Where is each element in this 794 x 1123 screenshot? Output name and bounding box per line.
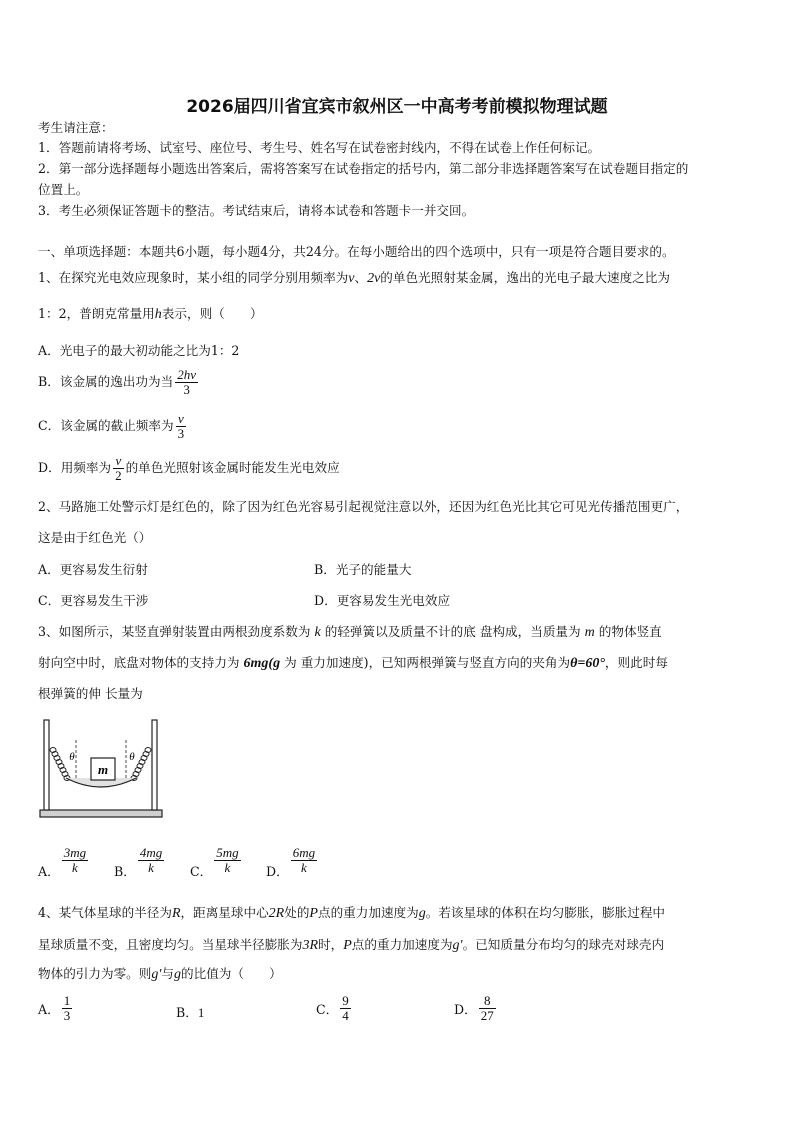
q3-stem-line1: 3、如图所示，某竖直弹射装置由两根劲度系数为 k 的轻弹簧以及质量不计的底 盘构成，当质量为 m 的物体竖直 <box>38 624 662 640</box>
left-post <box>44 720 49 810</box>
q1-option-d: D．用频率为 $\frac{\nu}{2}$ 的单色光照射该金属时能发生光电效应 <box>38 453 340 483</box>
theta-left-label: θ <box>69 751 75 763</box>
notice-item-2: 2．第一部分选择题每小题选出答案后，需将答案写在试卷指定的括号内，第二部分非选择题答案写在试卷题目指定的 <box>38 161 689 176</box>
q2-option-d: D．更容易发生光电效应 <box>314 593 451 608</box>
q4-stem-line1: 4、某气体星球的半径为R，距离星球中心2R处的P点的重力加速度为g。若该星球的体积在均匀膨胀，膨胀过程中 <box>38 905 666 921</box>
q4-option-b: B．1 <box>176 1005 205 1020</box>
section-heading: 一、单项选择题：本题共6小题，每小题4分，共24分。在每小题给出的四个选项中，只有一项是符合题目要求的。 <box>38 244 675 259</box>
right-post <box>152 720 157 810</box>
q2-stem-line1: 2、马路施工处警示灯是红色的，除了因为红色光容易引起视觉注意以外，还因为红色光比其它可见光传播范围更广， <box>38 499 689 514</box>
notice-item-2-cont: 位置上。 <box>38 182 89 197</box>
q3-option-c: C． $\frac{5mg}{k}$ <box>190 845 239 879</box>
theta-right-label: θ <box>129 751 135 763</box>
q3-option-a: A． $\frac{3mg}{k}$ <box>38 845 87 879</box>
q2-option-c: C．更容易发生干涉 <box>38 593 149 608</box>
q3-stem-line2: 射向空中时，底盘对物体的支持力为 6mg(g 为 重力加速度)，已知两根弹簧与竖直方向的夹角为θ=60°，则此时每 <box>38 655 668 671</box>
page-title: 2026届四川省宜宾市叙州区一中高考考前模拟物理试题 <box>186 97 608 117</box>
left-spring <box>50 748 70 781</box>
q3-option-d: D． $\frac{6mg}{k}$ <box>266 845 316 879</box>
q3-option-b: B． $\frac{4mg}{k}$ <box>114 845 163 879</box>
q1-option-b: B．该金属的逸出功为当 $\frac{2h\nu}{3}$ <box>38 367 196 397</box>
notice-item-1: 1．答题前请将考场、试室号、座位号、考生号、姓名写在试卷密封线内，不得在试卷上作任何标记。 <box>38 140 601 155</box>
q4-stem-line3: 物体的引力为零。则g′与g的比值为（ ） <box>38 966 282 982</box>
q4-option-a: A． $\frac{1}{3}$ <box>38 993 71 1023</box>
base-plate <box>40 810 162 817</box>
q2-stem-line2: 这是由于红色光（） <box>38 530 152 545</box>
q1-option-c: C．该金属的截止频率为 $\frac{\nu}{3}$ <box>38 411 185 441</box>
q1-option-a: A．光电子的最大初动能之比为1：2 <box>38 343 240 358</box>
spring-launcher-figure <box>36 716 166 828</box>
notice-item-3: 3．考生必须保证答题卡的整洁。考试结束后，请将本试卷和答题卡一并交回。 <box>38 203 475 218</box>
notice-heading: 考生请注意： <box>38 120 114 135</box>
q4-stem-line2: 星球质量不变，且密度均匀。当星球半径膨胀为3R时，P点的重力加速度为g′。已知质量分布均匀的球壳对球壳内 <box>38 937 665 953</box>
q3-stem-line3: 根弹簧的伸 长量为 <box>38 686 143 701</box>
q1-stem-line2: 1：2，普朗克常量用h表示，则（ ） <box>38 306 263 322</box>
q1-stem-line1: 1、在探究光电效应现象时，某小组的同学分别用频率为ν、2ν的单色光照射某金属，逸出的光电子最大速度之比为 <box>38 270 670 286</box>
mass-label: m <box>97 762 109 777</box>
q2-option-a: A．更容易发生衍射 <box>38 562 148 577</box>
q4-option-d: D． $\frac{8}{27}$ <box>454 993 494 1023</box>
q4-option-c: C． $\frac{9}{4}$ <box>316 993 349 1023</box>
q2-option-b: B．光子的能量大 <box>314 562 412 577</box>
